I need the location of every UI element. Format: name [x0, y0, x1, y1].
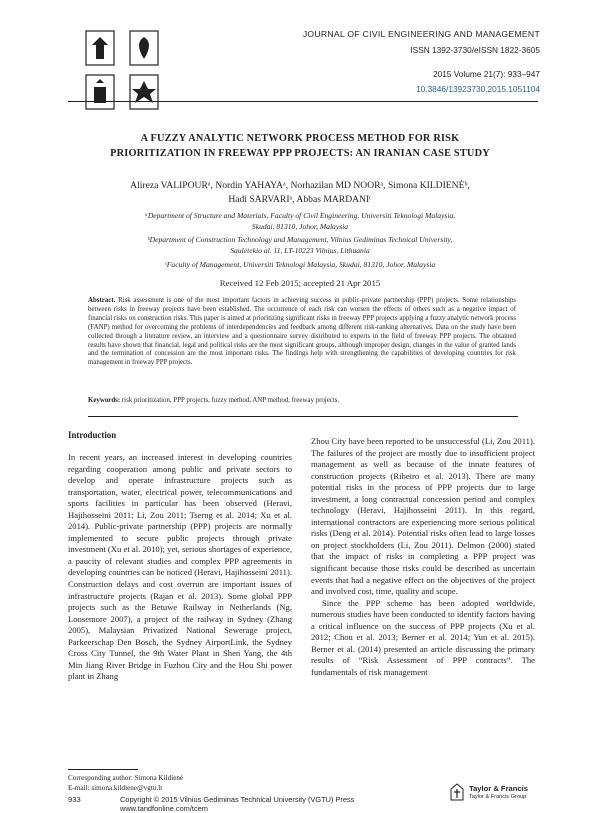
- received-dates: Received 12 Feb 2015; accepted 21 Apr 2015: [219, 278, 381, 288]
- intro-paragraph-2: Since the PPP scheme has been adopted worldwide, numerous studies have been conducted to identify factors having a critical influence on the success of PPP projects (Xu et al. 2012; Chou et al. 2013; Berner et al. 2014; Yun et al. 2015). Berner et al. (2014) presented an article discussing the primary results of “Risk Assessment of PPP contracts”. The fundamentals of risk management: [311, 597, 535, 677]
- article-title: [60, 131, 540, 161]
- affiliation-a: [60, 211, 540, 233]
- copyright-block: [120, 795, 354, 813]
- intro-paragraph-1: In recent years, an increased interest in developing countries regarding cooperation among public and private sectors to develop and operate infrastructure projects such as transportation, water, electrical power, telecommunications and sports facilities in particular has been observed (Heravi, Hajihosseini 2011; Li, Zou 2011; Tserng et al. 2014; Xu et al. 2014). Public-private partnership (PPP) projects are normally implemented to secure public projects through private investment (Xu et al. 2010); yet, serious shortages of experience, a paucity of relevant studies and complex PPP agreements in developing countries can be noticed (Heravi, Hajihosseini 2011). Construction delays and cost overrun are important issues of infrastructure projects (Rajan et al. 2013). Some global PPP projects such as the Betuwe Railway in Netherlands (Ng, Loosemore 2007), a project of the railway in Sydney (Zhang 2005), Malaysian Privatized National Sewerage project, Parkeerschap Den Bosch, the Sydney AirportLink, the Sydney Cross City Tunnel, the 9th Water Plant in Shen Yang, the 4th Min Jiang River Bridge in Fuzhou City and the Hou Shi power plant in Zhang: [68, 452, 292, 682]
- body-column-left: [68, 452, 292, 683]
- body-column-right: [311, 436, 535, 678]
- affiliation-b-line-1: ᵇDepartment of Construction Technology and Management, Vilnius Gediminas Technical University,: [147, 235, 453, 244]
- authors-line-2: Hadi SARVARIᵃ, Abbas MARDANIᶜ: [228, 194, 372, 205]
- abstract: [88, 297, 516, 368]
- affiliation-a-line-2: Skudai, 81310, Johor, Malaysia: [251, 221, 349, 231]
- abstract-divider: [88, 416, 518, 417]
- page-number: 933: [68, 795, 81, 804]
- affiliation-b: [60, 235, 540, 257]
- keywords: [88, 397, 516, 406]
- journal-volume: 2015 Volume 21(7): 933–947: [432, 69, 540, 79]
- header-divider: [68, 101, 538, 102]
- affiliation-a-line-1: ᵃDepartment of Structure and Materials, Faculty of Civil Engineering, Universiti Teknologi Malaysia,: [144, 211, 456, 220]
- abstract-label: Abstract.: [88, 297, 116, 304]
- copyright-text: Copyright © 2015 Vilnius Gediminas Technical University (VGTU) Press: [120, 795, 355, 804]
- title-line-1: A FUZZY ANALYTIC NETWORK PROCESS METHOD FOR RISK: [140, 133, 460, 144]
- publisher-name: Taylor & Francis: [469, 784, 528, 793]
- doi-link[interactable]: 10.3846/13923730.2015.1051104: [416, 84, 540, 94]
- corresponding-author-note: [68, 774, 183, 793]
- journal-issn: ISSN 1392-3730/eISSN 1822-3605: [410, 45, 540, 55]
- publisher-group: Taylor & Francis Group: [469, 794, 527, 800]
- title-line-2: PRIORITIZATION IN FREEWAY PPP PROJECTS: AN IRANIAN CASE STUDY: [110, 148, 490, 159]
- abstract-text: Risk assessment is one of the most important factors in achieving success in public-private partnership (PPP) projects. Some relationships between risks in freeway projects have been established. The occurrence of each risk can worsen the effects of others such as a negative impact of financial risks on construction risks. This paper is aimed at prioritizing significant risks in freeway PPP projects applying a fuzzy analytic network process (FANP) method for overcoming the problems of interdependencies and feedback among different risk-ranking alternatives. Data on the study have been collected through a literature review, an interview and a questionnaire survey distributed to experts in the field of freeway PPP projects. The obtained results have shown that financial, legal and political risks are the most significant groups, although improper design, changes in the value of granted lands and the termination of concession are the most important risks. The findings help with strengthening the capabilities of developing countries for risk management in freeway PPP projects.: [88, 297, 516, 367]
- section-heading-introduction: Introduction: [68, 430, 117, 440]
- corresponding-author: Corresponding author: Simona Kildienė: [68, 774, 184, 782]
- keywords-text: risk prioritization, PPP projects, fuzzy method, ANP method, freeway projects.: [121, 397, 340, 404]
- taylor-francis-logo-icon: [448, 783, 466, 801]
- author-list: [60, 179, 540, 207]
- author-email: E-mail: simona.kildiene@vgtu.lt: [68, 783, 163, 792]
- journal-website-link[interactable]: www.tandfonline.com/tcem: [120, 804, 208, 813]
- intro-paragraph-continued: Zhou City have been reported to be unsuccessful (Li, Zou 2011). The failures of the project are mostly due to insufficient project management as well as because of the innate features of construction projects (Ribeiro et al. 2013). There are many potential risks in the process of PPP projects due to large investment, a long contractual concession period and complex technology (Heravi, Hajihosseini 2011). In this regard, international contractors are experiencing more serious political risks (Deng et al. 2014). Potential risks often lead to large losses on project stockholders (Li, Zou 2011). Delmon (2000) stated that the impact of risks in completing a PPP project was significant because those risks could be described as uncertain events that had a negative effect on the objectives of the project and involved cost, time, quality and scope.: [311, 436, 535, 597]
- affiliation-c: [60, 260, 540, 271]
- journal-title: JOURNAL OF CIVIL ENGINEERING AND MANAGEMENT: [302, 29, 540, 39]
- keywords-label: Keywords:: [88, 397, 121, 404]
- affiliation-b-line-2: Saulėtekio al. 11, LT-10223 Vilnius, Lithuania: [230, 245, 370, 255]
- authors-line-1: Alireza VALIPOURᵃ, Nordin YAHAYAᵃ, Norhazilan MD NOORᵃ, Simona KILDIENĖᵇ,: [130, 180, 470, 191]
- footnote-divider: [68, 769, 138, 770]
- affiliation-c-line-1: ᶜFaculty of Management, Universiti Teknologi Malaysia, Skudai, 81310, Johor, Malaysia: [164, 260, 436, 269]
